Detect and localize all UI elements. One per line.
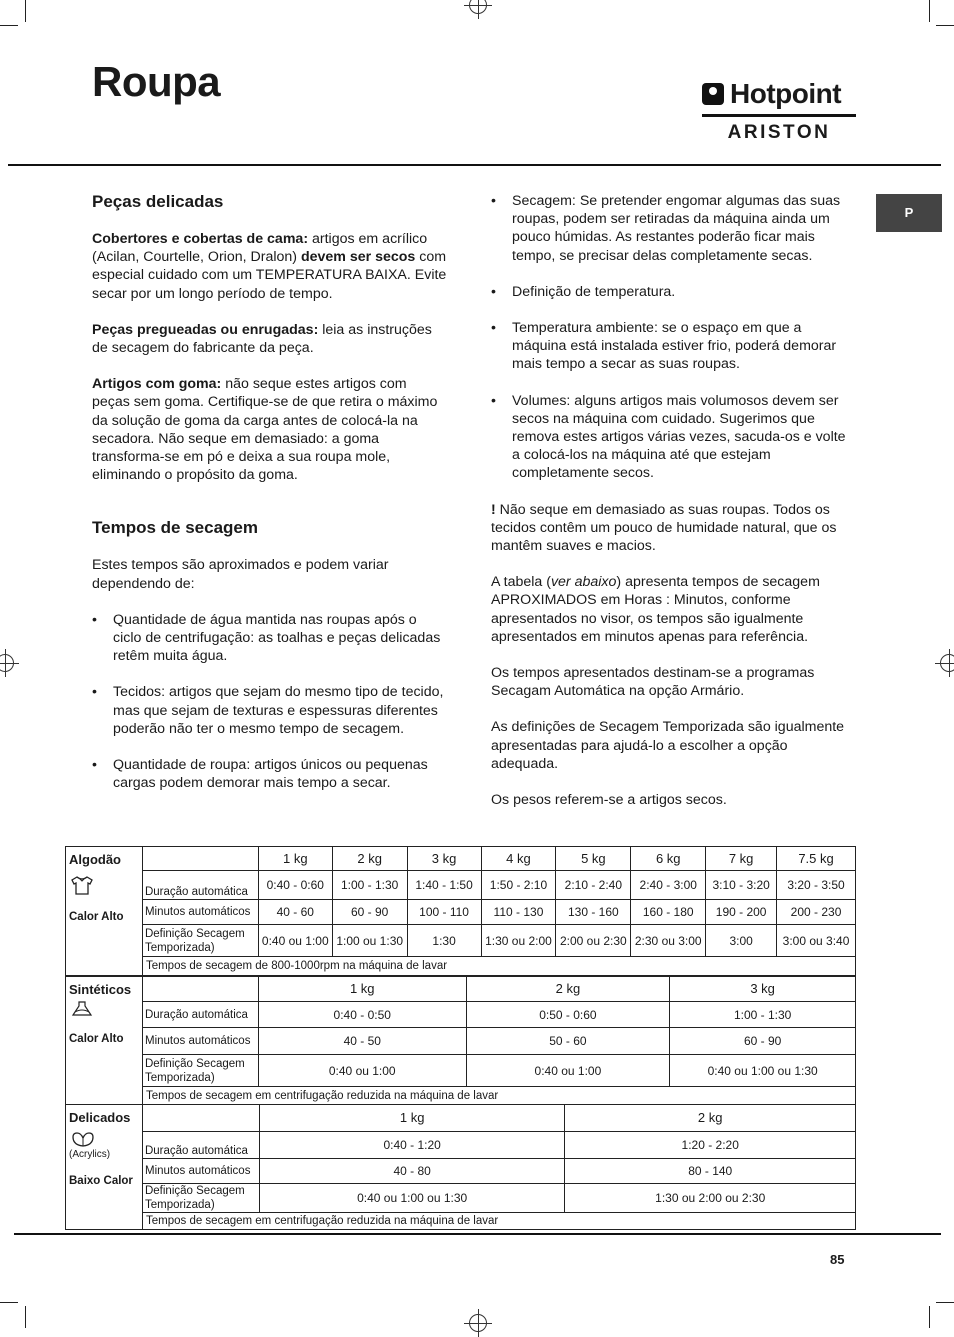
- footer-rule: [14, 1233, 941, 1235]
- table-cell: 1:50 - 2:10: [481, 871, 556, 900]
- table-row: [66, 900, 856, 925]
- list-item: • Quantidade de roupa: artigos únicos ou pequenas cargas podem demorar mais tempo a secar.: [92, 756, 447, 792]
- load-header: 1 kg: [259, 1105, 565, 1132]
- paragraph: [491, 573, 846, 646]
- table-row: [66, 1055, 856, 1087]
- table-row: [66, 1213, 856, 1230]
- table-sinteticos: [65, 976, 856, 1105]
- load-header: 7.5 kg: [777, 847, 856, 871]
- load-header: 1 kg: [258, 847, 332, 871]
- load-header: 5 kg: [556, 847, 631, 871]
- table-cell: 40 - 60: [258, 900, 332, 925]
- category-cell: [66, 977, 143, 1105]
- load-header: 2 kg: [332, 847, 407, 871]
- row-label: Definição Secagem Temporizada): [142, 925, 258, 957]
- load-header: 3 kg: [407, 847, 481, 871]
- table-row: [66, 957, 856, 976]
- paragraph: [92, 375, 447, 484]
- load-header: 1 kg: [258, 977, 466, 1002]
- table-algodao: [65, 846, 856, 976]
- bullet-list: [491, 192, 846, 483]
- table-cell: 2:00 ou 2:30: [556, 925, 631, 957]
- load-header: 2 kg: [565, 1105, 856, 1132]
- paragraph: [92, 230, 447, 303]
- table-row: [66, 871, 856, 900]
- text: leia as instruções de secagem do fabricante da peça.: [92, 321, 432, 357]
- logo-sub: ARISTON: [727, 122, 831, 143]
- logo-brand: Hotpoint: [730, 78, 842, 109]
- text: não seque estes artigos com peças sem goma. Certifique-se de que retira o máximo da solução de goma da carga antes de colocá-la na secadora. Não seque em demasiado: a goma transforma-se em pó e deixa a sua roupa mole, eliminando o propósito da goma.: [92, 376, 438, 484]
- table-cell: 3:10 - 3:20: [706, 871, 777, 900]
- table-cell: 1:30 ou 2:00 ou 2:30: [565, 1184, 856, 1213]
- table-cell: 1:00 - 1:30: [332, 871, 407, 900]
- page-number: 85: [830, 1252, 845, 1267]
- table-cell: 0:40 ou 1:00 ou 1:30: [670, 1055, 856, 1087]
- table-row: [66, 1159, 856, 1184]
- table-cell: 3:00 ou 3:40: [777, 925, 856, 957]
- table-note: Tempos de secagem em centrifugação reduzida na máquina de lavar: [142, 1213, 855, 1230]
- header-rule: [8, 164, 941, 166]
- row-label: Minutos automáticos: [142, 1159, 259, 1184]
- text: A tabela (: [491, 574, 551, 591]
- table-row: [66, 1184, 856, 1213]
- row-label: Minutos automáticos: [142, 900, 258, 925]
- table-cell: 1:00 - 1:30: [670, 1002, 856, 1028]
- table-row: [66, 1132, 856, 1159]
- blank-cell: [142, 847, 258, 871]
- crop-mark: [0, 25, 18, 26]
- table-cell: 60 - 90: [670, 1028, 856, 1055]
- list-item: • Quantidade de água mantida nas roupas após o ciclo de centrifugação: as toalhas e peças delicadas retêm muita água.: [92, 611, 447, 666]
- text: artigos em acrílico (Acilan, Courtelle, Orion, Dralon): [92, 231, 428, 266]
- shirt-icon: [71, 875, 139, 896]
- warning-icon: !: [491, 501, 496, 518]
- row-label: Definição Secagem Temporizada): [142, 1055, 258, 1087]
- heat-level: Baixo Calor: [69, 1175, 133, 1187]
- paragraph: As definições de Secagem Temporizada são igualmente apresentadas para ajudá-lo a escolher a opção adequada.: [491, 719, 845, 772]
- table-cell: 1:40 - 1:50: [407, 871, 481, 900]
- brand-logo: [702, 78, 856, 144]
- table-cell: 1:20 - 2:20: [565, 1132, 856, 1159]
- row-label: Duração automática: [142, 1002, 258, 1028]
- list-item: • Secagem: Se pretender engomar algumas das suas roupas, podem ser retiradas da máquina ainda um pouco húmidas. As restantes poderão ficar mais tempo, se precisar delas completamente secas.: [491, 192, 846, 265]
- table-row: [66, 925, 856, 957]
- text: Não seque em demasiado as suas roupas. Todos os tecidos contêm um pouco de humidade natural, que os mantêm suaves e macios.: [491, 501, 837, 555]
- load-header: 3 kg: [670, 977, 856, 1002]
- table-cell: 0:40 ou 1:00: [466, 1055, 670, 1087]
- list-item: • Definição de temperatura.: [491, 283, 846, 301]
- paragraph: Os pesos referem-se a artigos secos.: [491, 792, 727, 809]
- table-note: Tempos de secagem de 800-1000rpm na máquina de lavar: [142, 957, 855, 976]
- table-cell: 160 - 180: [631, 900, 706, 925]
- table-cell: 0:50 - 0:60: [466, 1002, 670, 1028]
- table-row: [66, 847, 856, 871]
- category-cell: [66, 847, 143, 976]
- logo-mark-icon: [702, 83, 724, 105]
- registration-mark: [0, 654, 14, 672]
- term: Cobertores e cobertas de cama:: [92, 231, 309, 247]
- table-cell: 0:40 ou 1:00: [258, 1055, 466, 1087]
- crop-mark: [25, 0, 26, 22]
- crop-mark: [936, 25, 954, 26]
- table-cell: 2:30 ou 3:00: [631, 925, 706, 957]
- heat-level: Calor Alto: [69, 1033, 124, 1045]
- table-cell: 50 - 60: [466, 1028, 670, 1055]
- load-header: 7 kg: [706, 847, 777, 871]
- blank-cell: [142, 977, 258, 1002]
- bullet-list: [92, 611, 447, 793]
- load-header: 2 kg: [466, 977, 670, 1002]
- table-cell: 3:00: [706, 925, 777, 957]
- row-label: Definição Secagem Temporizada): [142, 1184, 259, 1213]
- crop-mark: [936, 1302, 954, 1303]
- table-cell: 100 - 110: [407, 900, 481, 925]
- table-cell: 1:30 ou 2:00: [481, 925, 556, 957]
- table-cell: 1:00 ou 1:30: [332, 925, 407, 957]
- list-item: • Temperatura ambiente: se o espaço em que a máquina está instalada estiver frio, poderá demorar mais tempo a secar as suas roupas.: [491, 319, 846, 374]
- row-label: Duração automática: [142, 1132, 259, 1159]
- table-cell: 0:40 - 0:60: [258, 871, 332, 900]
- table-row: [66, 1028, 856, 1055]
- paragraph: Estes tempos são aproximados e podem variar dependendo de:: [92, 557, 389, 592]
- paragraph: Os tempos apresentados destinam-se a programas Secagam Automática na opção Armário.: [491, 665, 815, 700]
- category-name: Delicados: [69, 1110, 131, 1125]
- logo-divider: [702, 114, 856, 117]
- delicate-icon: [71, 1131, 139, 1148]
- term: Peças pregueadas ou enrugadas:: [92, 321, 319, 338]
- table-cell: 40 - 50: [258, 1028, 466, 1055]
- section-heading: Tempos de secagem: [92, 518, 258, 538]
- page-title: Roupa: [92, 58, 221, 105]
- table-cell: 1:30: [407, 925, 481, 957]
- table-row: [66, 977, 856, 1002]
- table-cell: 190 - 200: [706, 900, 777, 925]
- table-cell: 130 - 160: [556, 900, 631, 925]
- registration-mark: [469, 1314, 487, 1332]
- crop-mark: [0, 1302, 18, 1303]
- table-cell: 80 - 140: [565, 1159, 856, 1184]
- warning-paragraph: [491, 501, 846, 556]
- blank-cell: [142, 1105, 259, 1132]
- term: Artigos com goma:: [92, 376, 222, 393]
- table-cell: 110 - 130: [481, 900, 556, 925]
- list-item: • Tecidos: artigos que sejam do mesmo tipo de tecido, mas que sejam de texturas e espessuras diferentes poderão não ter o mesmo tempo de secagem.: [92, 683, 447, 738]
- text-italic: ver abaixo: [550, 574, 617, 591]
- table-cell: 0:40 - 1:20: [259, 1132, 565, 1159]
- crop-mark: [25, 1306, 26, 1328]
- table-cell: 2:40 - 3:00: [631, 871, 706, 900]
- language-tab: P: [876, 194, 942, 232]
- table-row: [66, 1087, 856, 1105]
- table-cell: 0:40 - 0:50: [258, 1002, 466, 1028]
- registration-mark: [940, 654, 954, 672]
- heat-level: Calor Alto: [69, 911, 124, 923]
- term: devem ser secos: [300, 249, 416, 266]
- table-cell: 60 - 90: [332, 900, 407, 925]
- table-cell: 3:20 - 3:50: [777, 871, 856, 900]
- table-row: [66, 1105, 856, 1132]
- table-cell: 0:40 ou 1:00 ou 1:30: [259, 1184, 565, 1213]
- list-item: • Volumes: alguns artigos mais volumosos devem ser secos na máquina com cuidado. Sugerimos que remova estes artigos várias vezes, sacuda-os e volte a colocá-los na máquina até que estejam completamente secos.: [491, 392, 846, 483]
- table-note: Tempos de secagem em centrifugação reduzida na máquina de lavar: [142, 1087, 855, 1105]
- table-cell: 200 - 230: [777, 900, 856, 925]
- section-heading: Peças delicadas: [92, 192, 224, 211]
- text: ) apresenta tempos de secagem APROXIMADOS em Horas : Minutos, conforme apresentados no visor, os tempos são igualmente apresentados em minutos apenas para referência.: [491, 574, 820, 645]
- paragraph: [92, 321, 447, 357]
- registration-mark: [469, 0, 487, 14]
- category-name: Sintéticos: [69, 982, 132, 997]
- row-label: Minutos automáticos: [142, 1028, 258, 1055]
- left-column: [92, 192, 447, 810]
- category-name: Algodão: [69, 852, 121, 867]
- text: com especial cuidado com um TEMPERATURA BAIXA. Evite secar por um longo período de tempo.: [92, 249, 447, 302]
- synthetic-icon: [71, 999, 139, 1018]
- table-cell: 40 - 80: [259, 1159, 565, 1184]
- table-cell: 2:10 - 2:40: [556, 871, 631, 900]
- load-header: 4 kg: [481, 847, 556, 871]
- crop-mark: [929, 0, 930, 22]
- table-delicados: [65, 1104, 856, 1230]
- right-column: [491, 192, 846, 827]
- load-header: 6 kg: [631, 847, 706, 871]
- table-cell: 0:40 ou 1:00: [258, 925, 332, 957]
- category-sub: (Acrylics): [69, 1149, 111, 1160]
- row-label: Duração automática: [142, 871, 258, 900]
- crop-mark: [929, 1306, 930, 1328]
- category-cell: [66, 1105, 143, 1230]
- table-row: [66, 1002, 856, 1028]
